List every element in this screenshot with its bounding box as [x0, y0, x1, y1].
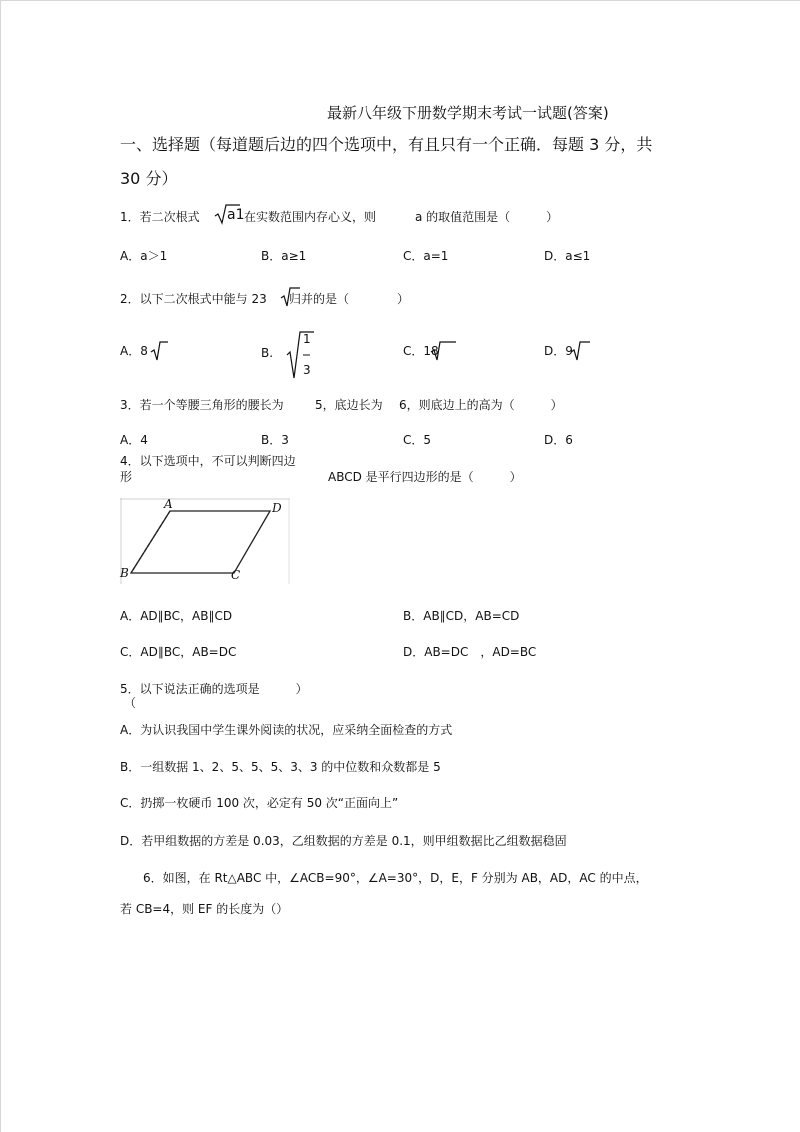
q4-stem: ABCD 是平行四边形的是（ ）: [328, 470, 522, 484]
q5-option-d: D．若甲组数据的方差是 0.03，乙组数据的方差是 0.1，则甲组数据比乙组数据稳固: [120, 834, 567, 848]
q2-option-b-label: B.: [261, 346, 274, 360]
q2-prefix: 2．以下二次根式中能与 23: [120, 292, 267, 306]
q1-radicand: a1: [227, 207, 245, 223]
q6-stem-line2: 若 CB=4，则 EF 的长度为（）: [120, 902, 289, 916]
q2-option-c-sqrt-icon: [430, 340, 456, 362]
q2-option-c: C．18: [403, 344, 439, 358]
q1-option-a: A．a＞1: [120, 249, 168, 263]
q2-option-a-sqrt-icon: [150, 340, 168, 362]
q4-stem-line2: 形: [120, 470, 133, 484]
q6-stem-line1: 6．如图，在 Rt△ABC 中，∠ACB=90°，∠A=30°，D，E，F 分别为 AB，AD，AC 的中点，: [143, 871, 648, 885]
q4-option-b: B．AB∥CD，AB=CD: [403, 609, 520, 623]
q3-prefix: 3．若一个等腰三角形的腰长为: [120, 398, 284, 412]
section-heading-line2: 30 分）: [120, 169, 178, 188]
q1-option-c: C．a=1: [403, 249, 449, 263]
q2-option-b-denominator: 3: [303, 363, 311, 377]
q5-option-c: C．扔掷一枚硬币 100 次，必定有 50 次“正面向上”: [120, 796, 399, 810]
q1-suffix: a 的取值范围是（ ）: [415, 210, 559, 224]
page-title: 最新八年级下册数学期末考试一试题(答案): [327, 104, 609, 122]
page-top-edge: [0, 0, 800, 1]
page-left-edge: [0, 0, 1, 1132]
q1-option-b: B．a≥1: [261, 249, 307, 263]
q5-stem: 5．以下说法正确的选项是 ）: [120, 682, 308, 696]
q3-option-a: A．4: [120, 433, 148, 447]
vertex-label-c: C: [231, 568, 241, 582]
q2-option-b-numerator: 1: [303, 332, 311, 346]
vertex-label-d: D: [272, 501, 282, 515]
q1-option-d: D．a≤1: [544, 249, 591, 263]
q4-option-c: C．AD∥BC，AB=DC: [120, 645, 237, 659]
vertex-label-b: B: [120, 566, 129, 580]
parallelogram-diagram: [120, 498, 290, 584]
parallelogram-figure: [120, 498, 290, 584]
q4-option-a: A．AD∥BC，AB∥CD: [120, 609, 233, 623]
q2-option-d: D．9: [544, 344, 573, 358]
q1-middle: 在实数范围内存心义，则: [244, 210, 377, 224]
q3-option-c: C．5: [403, 433, 432, 447]
q4-stem-line1: 4．以下选项中，不可以判断四边: [120, 454, 296, 468]
q5-option-a: A．为认识我国中学生课外阅读的状况，应采纳全面检查的方式: [120, 723, 453, 737]
q3-option-b: B．3: [261, 433, 289, 447]
q3-value-base: 6，则底边上的高为（ ）: [399, 398, 563, 412]
vertex-label-a: A: [164, 497, 173, 511]
q1-prefix: 1．若二次根式: [120, 210, 200, 224]
q5-option-b: B．一组数据 1、2、5、5、5、3、3 的中位数和众数都是 5: [120, 760, 441, 774]
q5-paren: （: [124, 696, 137, 710]
q2-option-a: A．8: [120, 344, 148, 358]
q3-option-d: D．6: [544, 433, 573, 447]
q2-suffix: 归并的是（ ）: [289, 292, 410, 306]
q3-value-leg: 5，底边长为: [315, 398, 383, 412]
section-heading-line1: 一、选择题（每道题后边的四个选项中，有且只有一个正确．每题 3 分，共: [120, 135, 653, 154]
q4-option-d: D．AB=DC ，AD=BC: [403, 645, 537, 659]
q2-option-d-sqrt-icon: [570, 340, 590, 362]
